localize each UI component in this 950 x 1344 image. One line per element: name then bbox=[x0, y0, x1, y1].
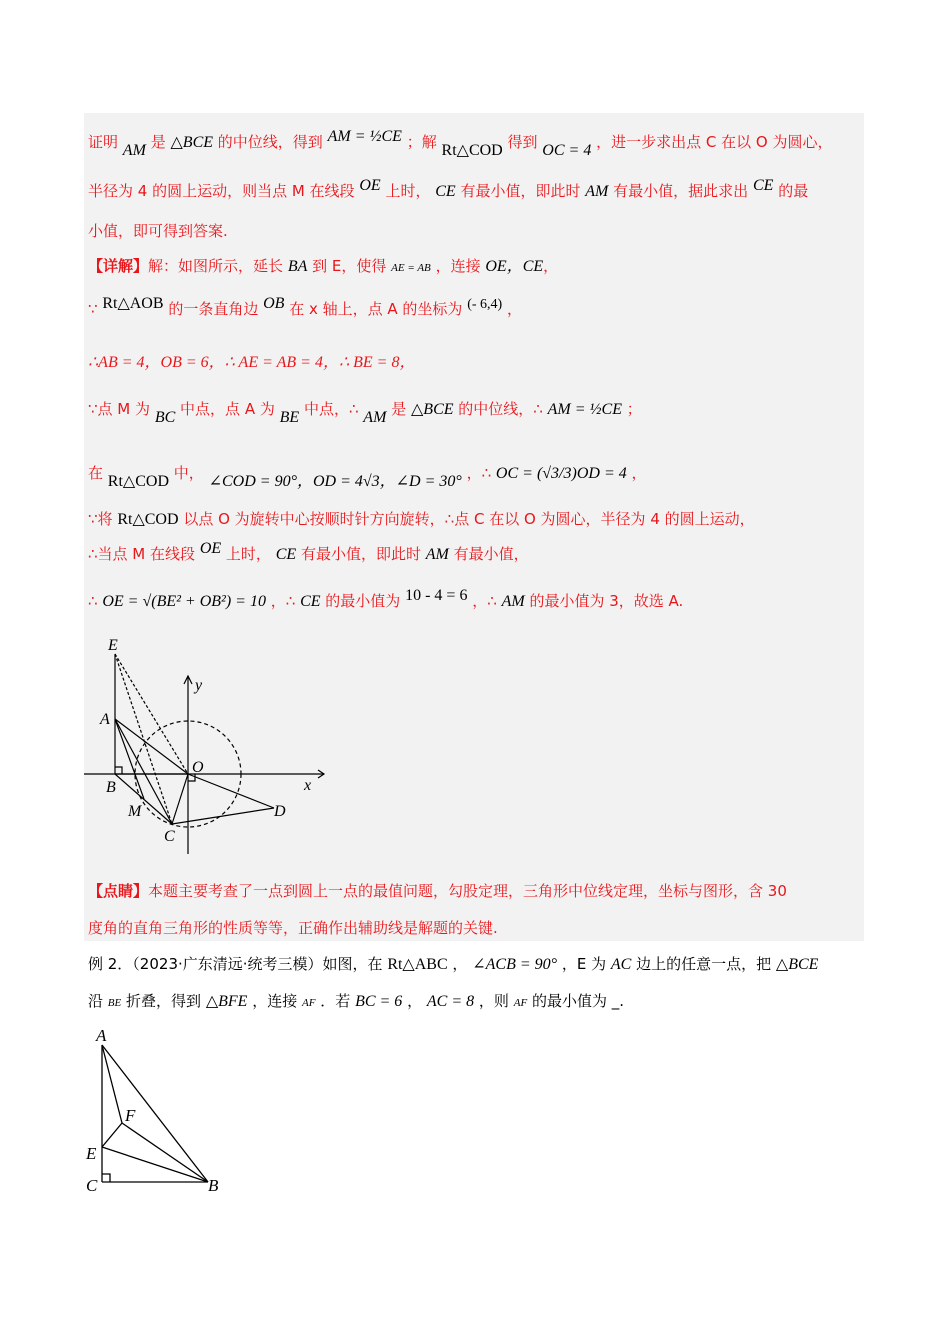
label-C: C bbox=[86, 1176, 98, 1195]
label-B: B bbox=[106, 779, 116, 796]
detail-line-4: 【详解】解：如图所示，延长 BA 到 E，使得 AE = AB ，连接 OE，CE， bbox=[88, 257, 559, 275]
seg-AF bbox=[102, 1045, 122, 1123]
example2-line-14: 例 2．（2023·广东清远·统考三模）如图，在 Rt△ABC ， ∠ACB = 90° ，E 为 AC 边上的任意一点，把 △BCE bbox=[88, 955, 819, 973]
analysis-line-2: 半径为 4 的圆上运动，则当点 M 在线段 OE 上时， CE 有最小值，即此时 AM 有最小值，据此求出 CE 的最 bbox=[88, 177, 809, 200]
seg-AO bbox=[115, 719, 188, 774]
seg-AC bbox=[115, 719, 172, 824]
label-F: F bbox=[125, 1106, 136, 1125]
detail-line-6: ∴AB = 4，OB = 6，∴ AE = AB = 4，∴ BE = 8， bbox=[88, 354, 416, 371]
seg-EO bbox=[115, 654, 188, 774]
label-O: O bbox=[192, 759, 204, 776]
comment-line-12: 【点睛】本题主要考查了一点到圆上一点的最值问题，勾股定理，三角形中位线定理，坐标与图形，含 30 bbox=[88, 882, 787, 900]
label-B: B bbox=[208, 1176, 219, 1195]
label-D: D bbox=[274, 803, 286, 820]
seg-FB bbox=[122, 1123, 208, 1182]
seg-OC bbox=[172, 774, 188, 824]
detail-line-5: ∵ Rt△AOB 的一条直角边 OB 在 x 轴上，点 A 的坐标为 (- 6,4) ， bbox=[88, 295, 523, 318]
analysis-line-3: 小值，即可得到答案. bbox=[88, 222, 228, 240]
detail-line-8: 在 Rt△COD 中， ∠COD = 90°，OD = 4√3，∠D = 30° ，∴ OC = (√3/3)OD = 4 ， bbox=[88, 464, 647, 490]
label-E: E bbox=[108, 637, 118, 654]
comment-line-13: 度角的直角三角形的性质等等，正确作出辅助线是解题的关键. bbox=[88, 919, 498, 937]
detail-line-7: ∵点 M 为 BC 中点，点 A 为 BE 中点，∴ AM 是 △BCE 的中位线，∴ AM = ½CE ； bbox=[88, 400, 642, 426]
figure-1-geometry bbox=[84, 630, 344, 860]
seg-EB bbox=[102, 1147, 208, 1182]
detail-line-10: ∴当点 M 在线段 OE 上时， CE 有最小值，即此时 AM 有最小值， bbox=[88, 540, 529, 563]
seg-EF bbox=[102, 1123, 122, 1147]
seg-CD bbox=[172, 808, 274, 824]
label-A: A bbox=[100, 711, 110, 728]
label-E: E bbox=[86, 1144, 97, 1163]
analysis-line-1: 证明 AM 是 △BCE 的中位线，得到 AM = ½CE ；解 Rt△COD 得到 OC = 4 ，进一步求出点 C 在以 O 为圆心， bbox=[88, 128, 833, 159]
figure-2-geometry bbox=[80, 1025, 240, 1200]
detail-line-11: ∴ OE = √(BE² + OB²) = 10 ，∴ CE 的最小值为 10 - 4 = 6 ，∴ AM 的最小值为 3，故选 A. bbox=[88, 587, 684, 610]
example2-line-15: 沿 BE 折叠，得到 △BFE ，连接 AF ．若 BC = 6 ， AC = 8 ，则 AF 的最小值为 _. bbox=[88, 992, 625, 1010]
label-y: y bbox=[195, 677, 203, 694]
right-angle-b bbox=[115, 767, 122, 774]
label-C: C bbox=[164, 828, 175, 845]
seg-AB bbox=[102, 1045, 208, 1182]
seg-OD bbox=[188, 774, 274, 808]
right-angle-c bbox=[102, 1174, 110, 1182]
label-M: M bbox=[128, 803, 142, 820]
label-A: A bbox=[96, 1026, 107, 1045]
detail-line-9: ∵将 Rt△COD 以点 O 为旋转中心按顺时针方向旋转，∴点 C 在以 O 为圆心，半径为 4 的圆上运动， bbox=[88, 510, 755, 528]
label-x: x bbox=[304, 777, 312, 794]
